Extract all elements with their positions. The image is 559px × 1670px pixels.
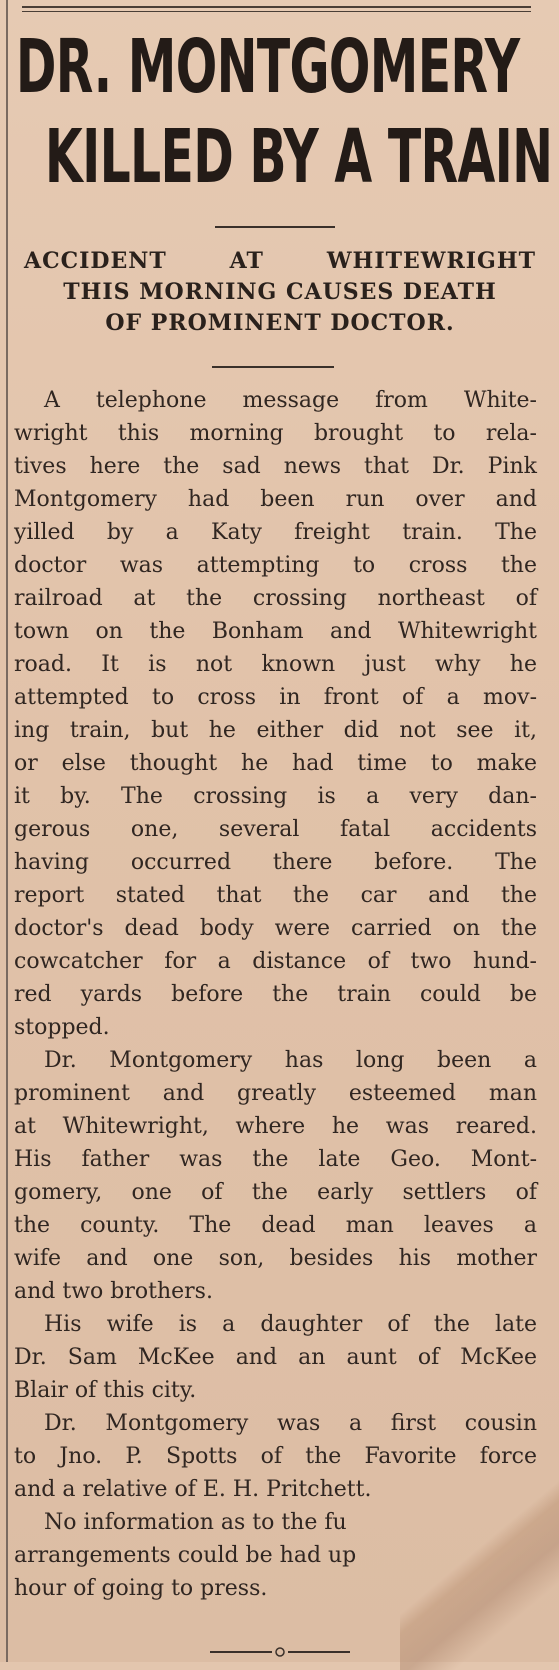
text-line: and a relative of E. H. Pritchett. bbox=[14, 1477, 372, 1502]
subhead-line-3: OF PROMINENT DOCTOR. bbox=[105, 310, 455, 336]
text-line: Dr. Sam McKee and an aunt of McKee bbox=[14, 1345, 537, 1370]
text-line: wife and one son, besides his mother bbox=[14, 1246, 537, 1271]
text-line: gerous one, several fatal accidents bbox=[14, 817, 537, 842]
text-line: Dr. Montgomery was a first cousin bbox=[44, 1411, 537, 1436]
top-rule bbox=[22, 6, 531, 8]
text-line: wright this morning brought to rela- bbox=[14, 421, 537, 446]
text-line: it by. The crossing is a very dan- bbox=[14, 784, 537, 809]
text-line: Montgomery had been run over and bbox=[14, 487, 537, 512]
text-line: gomery, one of the early settlers of bbox=[14, 1180, 537, 1205]
text-line: His father was the late Geo. Mont- bbox=[14, 1147, 537, 1172]
headline-line-1: DR. MONTGOMERY bbox=[15, 24, 520, 110]
text-line: hour of going to press. bbox=[14, 1576, 268, 1601]
text-line: town on the Bonham and Whitewright bbox=[14, 619, 537, 644]
text-line: tives here the sad news that Dr. Pink bbox=[14, 454, 537, 479]
column-rule bbox=[6, 0, 8, 1662]
text-line: cowcatcher for a distance of two hund- bbox=[14, 949, 537, 974]
text-line: road. It is not known just why he bbox=[14, 652, 537, 677]
text-line: No information as to the fu bbox=[44, 1510, 347, 1535]
headline-line-2: KILLED BY A TRAIN bbox=[44, 114, 553, 200]
text-line: Blair of this city. bbox=[14, 1378, 197, 1403]
text-line: attempted to cross in front of a mov- bbox=[14, 685, 537, 710]
text-line: yilled by a Katy freight train. The bbox=[14, 520, 537, 545]
top-rule-thin bbox=[22, 11, 531, 12]
text-line: having occurred there before. The bbox=[14, 850, 537, 875]
text-line: report stated that the car and the bbox=[14, 883, 537, 908]
subhead-line-2: THIS MORNING CAUSES DEATH bbox=[63, 279, 497, 305]
text-line: ing train, but he either did not see it, bbox=[14, 718, 537, 743]
divider-rule bbox=[212, 366, 334, 368]
divider-rule bbox=[215, 226, 335, 228]
article-body bbox=[14, 384, 537, 1605]
text-line: or else thought he had time to make bbox=[14, 751, 537, 776]
text-line: at Whitewright, where he was reared. bbox=[14, 1114, 537, 1139]
text-line: prominent and greatly esteemed man bbox=[14, 1081, 537, 1106]
text-line: red yards before the train could be bbox=[14, 982, 537, 1007]
subheadline bbox=[24, 246, 536, 339]
text-line: A telephone message from White- bbox=[44, 388, 537, 413]
text-line: to Jno. P. Spotts of the Favorite force bbox=[14, 1444, 537, 1469]
text-line: railroad at the crossing northeast of bbox=[14, 586, 537, 611]
end-ornament bbox=[210, 1646, 350, 1658]
text-line: Dr. Montgomery has long been a bbox=[44, 1048, 537, 1073]
text-line: doctor was attempting to cross the bbox=[14, 553, 537, 578]
text-line: the county. The dead man leaves a bbox=[14, 1213, 537, 1238]
text-line: arrangements could be had up bbox=[14, 1543, 357, 1568]
text-line: and two brothers. bbox=[14, 1279, 213, 1304]
text-line: doctor's dead body were carried on the bbox=[14, 916, 537, 941]
headline bbox=[0, 22, 553, 202]
text-line: stopped. bbox=[14, 1015, 110, 1040]
subhead-line-1: ACCIDENT AT WHITEWRIGHT bbox=[24, 248, 536, 274]
text-line: His wife is a daughter of the late bbox=[44, 1312, 537, 1337]
